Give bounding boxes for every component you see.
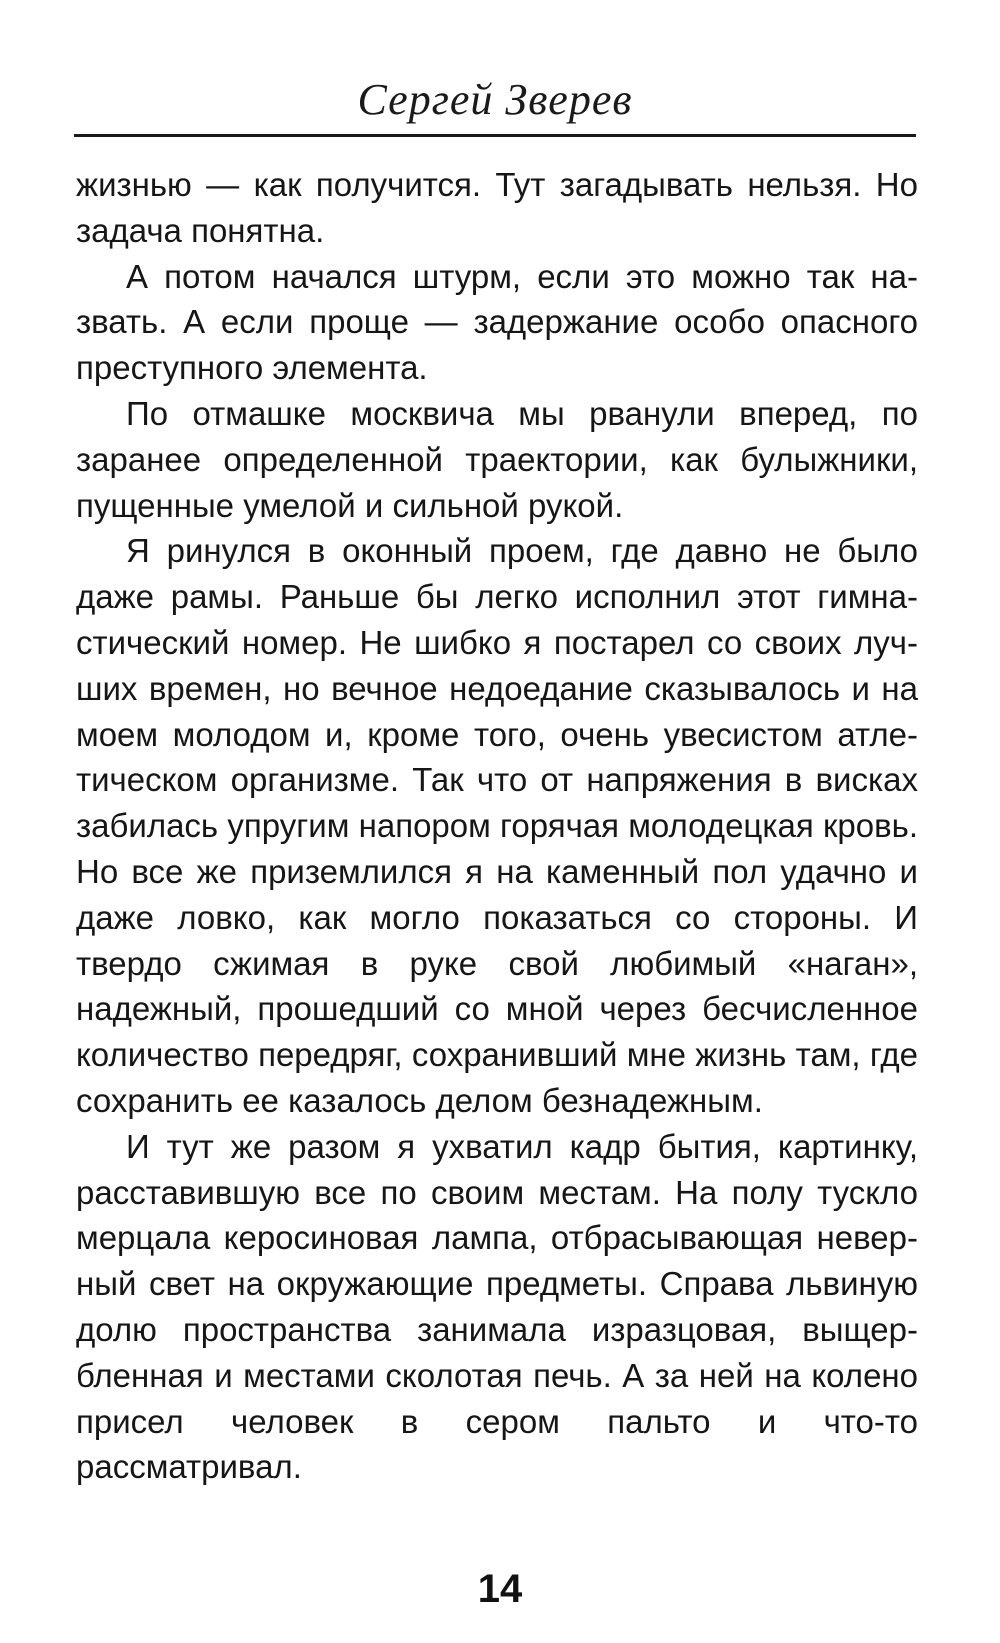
body-text	[76, 162, 918, 1490]
paragraph: По отмашке москвича мы рванули вперед, по заранее определенной траектории, как булыжники, пущенные умелой и сильной рукой.	[76, 394, 918, 524]
paragraph-continued: жизнью — как получится. Тут загадывать нельзя. Но задача понятна.	[76, 166, 918, 249]
paragraph: Я ринулся в оконный проем, где давно не было даже рамы. Раньше бы легко исполнил этот гимнастический номер. Не шибко я постарел со своих лучших времен, но вечное недоедание сказывалось и на моем молодом и, кроме того, очень увесистом атлетическом организме. Так что от напряжения в висках забилась упругим напором горячая молодецкая кровь. Но все же приземлился я на каменный пол удачно и даже ловко, как могло показаться со стороны. И твердо сжимая в руке свой любимый «наган», надежный, прошедший со мной через бесчисленное количество передряг, сохранивший мне жизнь там, где сохранить ее казалось делом безнадежным.	[76, 532, 918, 1119]
page-number: 14	[477, 1567, 523, 1611]
header-rule	[74, 134, 916, 137]
paragraph: А потом начался штурм, если это можно так назвать. А если проще — задержание особо опасного преступного элемента.	[76, 257, 918, 387]
paragraph: И тут же разом я ухватил кадр бытия, картинку, расставившую все по своим местам. На полу тускло мерцала керосиновая лампа, отбрасывающая неверный свет на окружающие предметы. Справа львиную долю пространства занимала изразцовая, выщербленная и местами сколотая печь. А за ней на колено присел человек в сером пальто и что-то рассматривал.	[76, 1127, 918, 1486]
running-head-author: Сергей Зверев	[357, 75, 633, 124]
